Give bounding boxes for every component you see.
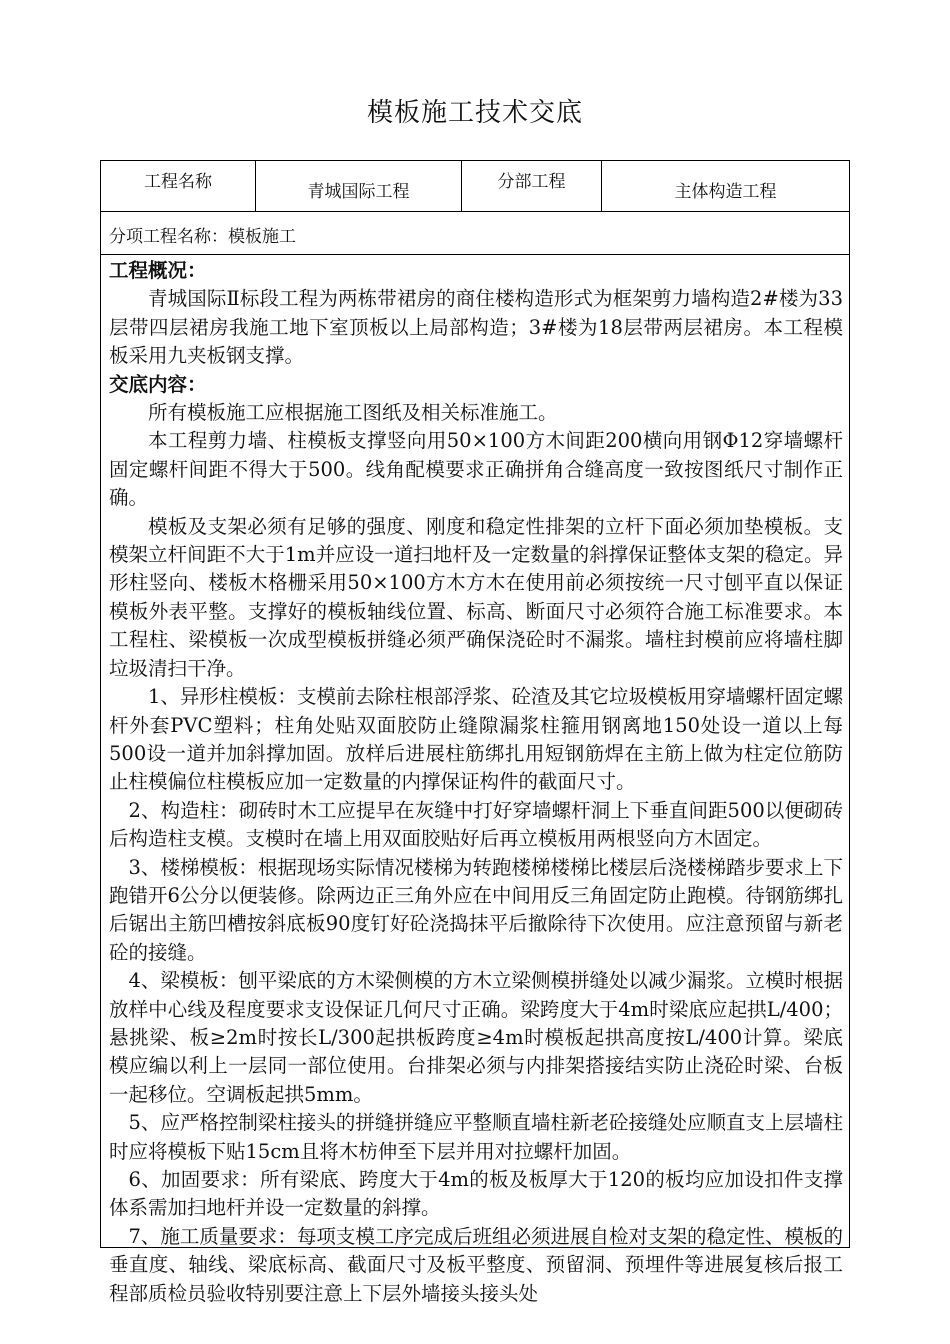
overview-heading: 工程概况： xyxy=(109,259,207,282)
project-name-label: 工程名称 xyxy=(101,161,256,211)
disclosure-heading: 交底内容： xyxy=(109,372,207,396)
disclosure-paragraph: 所有模板施工应根据施工图纸及相关标准施工。 xyxy=(148,401,558,425)
division-label: 分部工程 xyxy=(462,161,602,211)
disclosure-item-3: 3、楼梯模板：根据现场实际情况楼梯为转跑楼梯楼梯比楼层后浇楼梯踏步要求上下跑错开6公分以便装修。除两边正三角外应在中间用反三角固定防止跑模。待钢筋绑扎后锯出主筋凹槽按斜底板90度钉好砼浇捣抹平后撤除待下次使用。应注意预留与新老砼的接缝。 xyxy=(109,855,843,964)
overview-text: 青城国际Ⅱ标段工程为两栋带裙房的商住楼构造形式为框架剪力墙构造2#楼为33层带四层裙房我施工地下室顶板以上局部构造；3#楼为18层带两层裙房。本工程模板采用九夹板钢支撑。 xyxy=(109,287,843,368)
disclosure-table xyxy=(100,160,850,1305)
subitem-row: 分项工程名称：模板施工 xyxy=(101,211,849,255)
project-name-value: 青城国际工程 xyxy=(256,161,462,211)
disclosure-paragraph: 本工程剪力墙、柱模板支撑竖向用50×100方木间距200横向用钢Φ12穿墙螺杆固定螺杆间距不得大于500。线角配模要求正确拼角合缝高度一致按图纸尺寸制作正确。 xyxy=(109,429,843,510)
disclosure-paragraph: 模板及支架必须有足够的强度、刚度和稳定性排架的立杆下面必须加垫模板。支模架立杆间距不大于1m并应设一道扫地杆及一定数量的斜撑保证整体支架的稳定。异形柱竖向、楼板木格栅采用50×100方木方木在使用前必须按统一尺寸刨平直以保证模板外表平整。支撑好的模板轴线位置、标高、断面尺寸必须符合施工标准要求。本工程柱、梁模板一次成型模板拼缝必须严确保浇砼时不漏浆。墙柱封模前应将墙柱脚垃圾清扫干净。 xyxy=(109,514,843,680)
document-title: 模板施工技术交底 xyxy=(366,98,583,128)
content-body xyxy=(109,257,843,1308)
division-value: 主体构造工程 xyxy=(674,182,777,202)
disclosure-item-6: 6、加固要求：所有梁底、跨度大于4m的板及板厚大于120的板均应加设扣件支撑体系需加扫地杆并设一定数量的斜撑。 xyxy=(109,1168,843,1220)
disclosure-item-4: 4、梁模板：刨平梁底的方木梁侧模的方木立梁侧模拼缝处以减少漏浆。立模时根据放样中心线及程度要求支设保证几何尺寸正确。梁跨度大于4m时梁底应起拱L/400；悬挑梁、板≥2m时按长L/300起拱板跨度≥4m时模板起拱高度按L/400计算。梁底模应编以利上一层同一部位使用。台排架必须与内排架搭接结实防止浇砼时梁、台板一起移位。空调板起拱5mm。 xyxy=(109,969,843,1106)
disclosure-item-1: 1、异形柱模板：支模前去除柱根部浮浆、砼渣及其它垃圾模板用穿墙螺杆固定螺杆外套PVC塑料；柱角处贴双面胶防止缝隙漏浆柱箍用钢离地150处设一道以上每500设一道并加斜撑加固。放样后进展柱筋绑扎用短钢筋焊在主筋上做为柱定位筋防止柱模偏位柱模板应加一定数量的内撑保证构件的截面尺寸。 xyxy=(109,685,843,794)
disclosure-item-2: 2、构造柱：砌砖时木工应提早在灰缝中打好穿墙螺杆洞上下垂直间距500以便砌砖后构造柱支模。支模时在墙上用双面胶贴好后再立模板用两根竖向方木固定。 xyxy=(109,798,843,851)
disclosure-item-7: 7、施工质量要求：每项支模工序完成后班组必须进展自检对支架的稳定性、模板的垂直度、轴线、梁底标高、截面尺寸及板平整度、预留洞、预埋件等进展复核后报工程部质检员验收特别要注意上下层外墙接头接头处 xyxy=(109,1224,843,1305)
header-row xyxy=(101,161,849,212)
disclosure-item-5: 5、应严格控制梁柱接头的拼缝拼缝应平整顺直墙柱新老砼接缝处应顺直支上层墙柱时应将模板下贴15cm且将木枋伸至下层并用对拉螺杆加固。 xyxy=(109,1111,843,1163)
